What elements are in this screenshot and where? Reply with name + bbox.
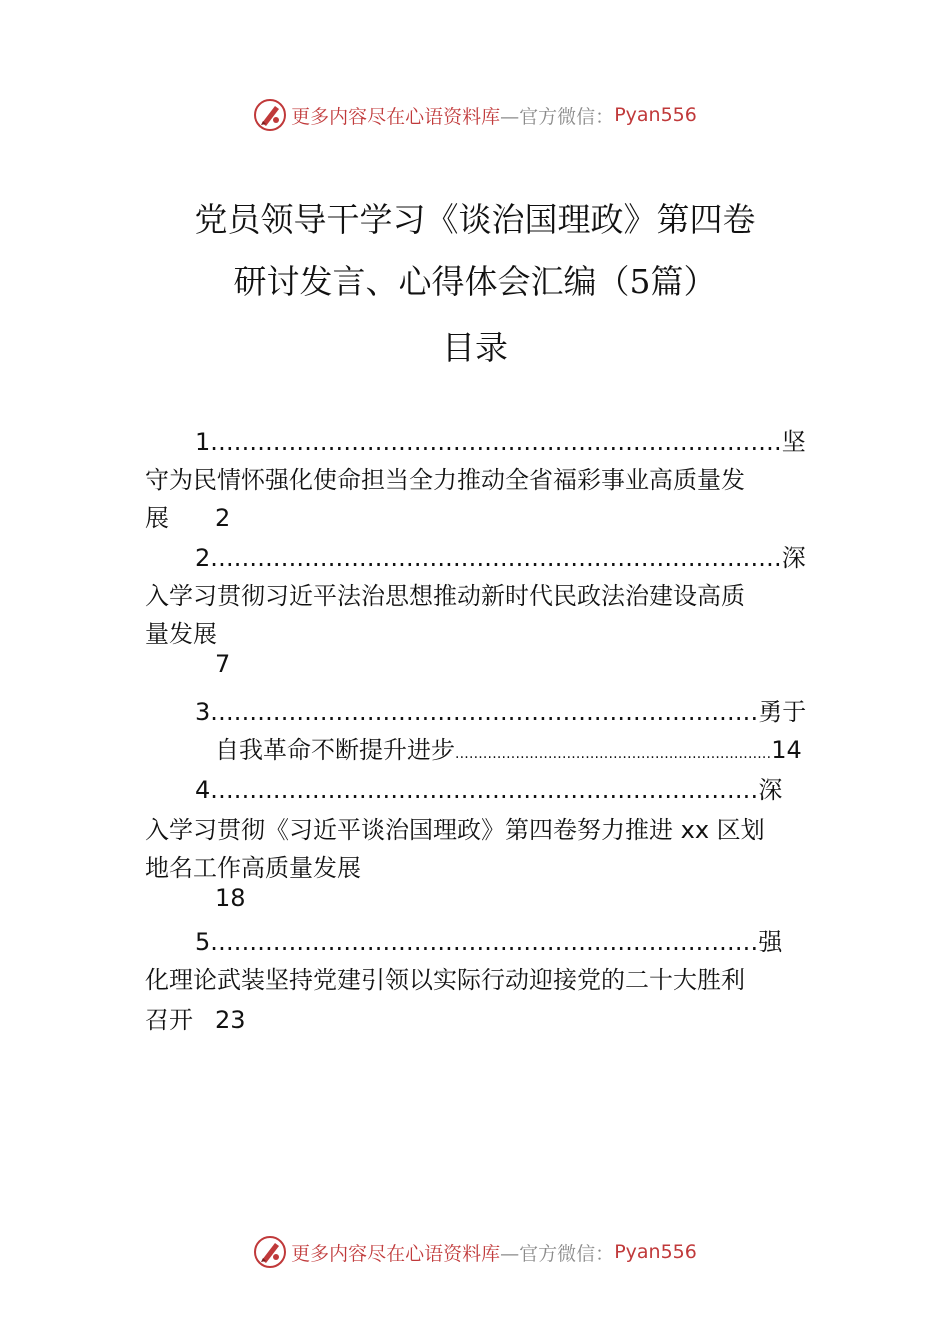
document-title-line1: 党员领导干学习《谈治国理政》第四卷 — [194, 200, 756, 239]
toc-entry-2-page[interactable]: 7 — [215, 650, 231, 678]
toc-entry-number: 1 — [195, 428, 211, 456]
toc-entry-2-title[interactable]: 入学习贯彻习近平法治思想推动新时代民政法治建设高质 — [145, 582, 745, 610]
toc-entry-5-title[interactable]: 化理论武装坚持党建引领以实际行动迎接党的二十大胜利 — [145, 966, 745, 994]
toc-entry-number: 4 — [195, 776, 211, 804]
toc-leader-dots: .................................................................... — [455, 746, 772, 762]
toc-entry-4-page[interactable]: 18 — [215, 884, 246, 912]
pen-logo-icon — [253, 98, 287, 132]
watermark-text: 更多内容尽在心语资料库 — [291, 1242, 501, 1265]
toc-entry-4-lead[interactable] — [195, 770, 782, 805]
toc-entry-1-title[interactable]: 守为民情怀强化使命担当全力推动全省福彩事业高质量发 — [145, 466, 745, 494]
toc-entry-title-head: 深 — [758, 776, 783, 804]
toc-entry-2-lead[interactable] — [195, 538, 806, 573]
toc-entry-page: 2 — [215, 504, 231, 532]
toc-entry-2-tail[interactable]: 量发展 — [145, 620, 217, 648]
toc-entry-title-head: 勇于 — [758, 698, 807, 726]
toc-heading: 目录 — [442, 328, 508, 367]
toc-leader-dots: ......................................................................... — [210, 544, 782, 572]
toc-entry-3-lead[interactable] — [195, 692, 806, 727]
watermark-separator: —官方微信： — [500, 1242, 615, 1265]
toc-entry-4-tail[interactable]: 地名工作高质量发展 — [145, 854, 361, 882]
toc-leader-dots: ...................................................................... — [210, 928, 759, 956]
toc-entry-title-tail: 展 — [145, 504, 169, 532]
document-title-line2: 研讨发言、心得体会汇编（5篇） — [233, 262, 717, 301]
watermark-text: 更多内容尽在心语资料库 — [291, 105, 501, 128]
watermark-wechat-id: Pyan556 — [614, 104, 697, 126]
toc-entry-title-rest: 自我革命不断提升进步 — [215, 736, 455, 764]
toc-entry-page: 14 — [771, 736, 802, 764]
toc-leader-dots: ......................................................................... — [210, 428, 782, 456]
footer-watermark — [0, 1232, 950, 1272]
header-watermark — [0, 95, 950, 135]
watermark-separator: —官方微信： — [500, 105, 615, 128]
toc-entry-title-tail: 召开 — [145, 1006, 193, 1034]
toc-entry-number: 2 — [195, 544, 211, 572]
toc-leader-dots: ...................................................................... — [210, 698, 759, 726]
watermark-wechat-id: Pyan556 — [614, 1241, 697, 1263]
toc-entry-5-lead[interactable] — [195, 922, 782, 957]
pen-logo-icon — [253, 1235, 287, 1269]
toc-leader-dots: ...................................................................... — [210, 776, 759, 804]
toc-entry-number: 5 — [195, 928, 211, 956]
toc-entry-page: 23 — [215, 1006, 246, 1034]
toc-entry-title-head: 深 — [781, 544, 806, 572]
toc-entry-3-title[interactable] — [215, 730, 802, 765]
toc-entry-title-head: 强 — [758, 928, 783, 956]
toc-entry-title-head: 坚 — [781, 428, 806, 456]
toc-entry-1-tail[interactable] — [145, 498, 230, 533]
toc-entry-4-title[interactable]: 入学习贯彻《习近平谈治国理政》第四卷努力推进 xx 区划 — [145, 816, 765, 844]
toc-entry-5-tail[interactable] — [145, 1000, 246, 1035]
toc-entry-number: 3 — [195, 698, 211, 726]
toc-entry-1-lead[interactable] — [195, 422, 806, 457]
